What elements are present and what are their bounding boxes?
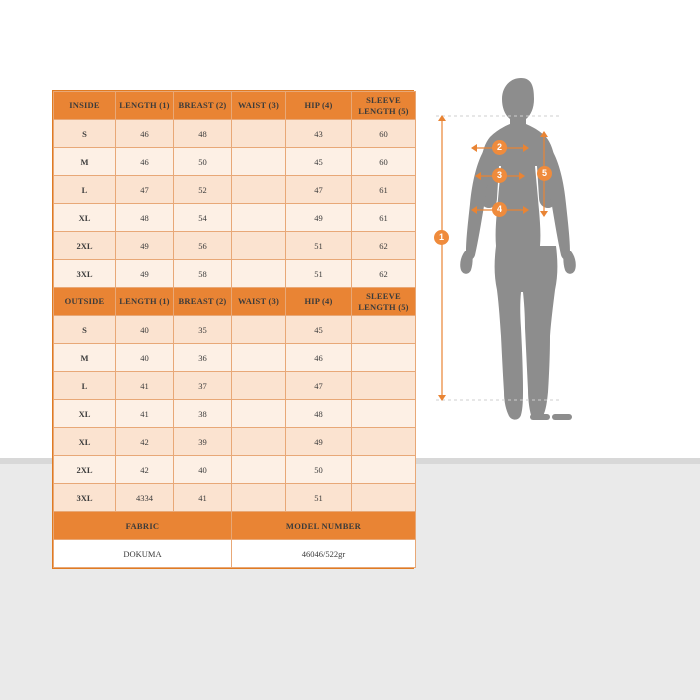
value-cell <box>352 372 416 400</box>
table-row <box>54 232 416 260</box>
value-cell <box>232 204 286 232</box>
value-cell: 45 <box>286 148 352 176</box>
value-cell: 61 <box>352 176 416 204</box>
table-footer-values <box>54 540 416 568</box>
measurement-figure <box>420 70 670 430</box>
value-cell <box>232 148 286 176</box>
header-cell: BREAST (2) <box>174 288 232 316</box>
model-value: 46046/522gr <box>232 540 416 568</box>
table-row <box>54 176 416 204</box>
table-row <box>54 456 416 484</box>
value-cell <box>352 400 416 428</box>
value-cell <box>232 176 286 204</box>
value-cell: 51 <box>286 484 352 512</box>
badge-5-sleeve-length: 5 <box>537 166 552 181</box>
size-cell: 2XL <box>54 232 116 260</box>
size-cell: XL <box>54 204 116 232</box>
table-row <box>54 120 416 148</box>
value-cell: 42 <box>116 456 174 484</box>
header-cell: SLEEVE LENGTH (5) <box>352 288 416 316</box>
badge-3-waist: 3 <box>492 168 507 183</box>
value-cell <box>352 456 416 484</box>
header-cell: LENGTH (1) <box>116 288 174 316</box>
value-cell: 61 <box>352 204 416 232</box>
header-cell: HIP (4) <box>286 92 352 120</box>
value-cell: 47 <box>116 176 174 204</box>
value-cell <box>232 456 286 484</box>
value-cell <box>232 260 286 288</box>
value-cell: 43 <box>286 120 352 148</box>
badge-2-breast: 2 <box>492 140 507 155</box>
table-row <box>54 428 416 456</box>
value-cell: 36 <box>174 344 232 372</box>
header-cell: WAIST (3) <box>232 92 286 120</box>
table-row <box>54 400 416 428</box>
model-label: MODEL NUMBER <box>232 512 416 540</box>
table-row <box>54 316 416 344</box>
size-table <box>53 91 416 568</box>
value-cell: 41 <box>116 372 174 400</box>
table-row <box>54 260 416 288</box>
value-cell <box>232 400 286 428</box>
table-row <box>54 148 416 176</box>
value-cell <box>232 428 286 456</box>
value-cell <box>232 484 286 512</box>
value-cell: 40 <box>174 456 232 484</box>
value-cell <box>352 484 416 512</box>
size-cell: L <box>54 372 116 400</box>
value-cell: 39 <box>174 428 232 456</box>
value-cell: 41 <box>174 484 232 512</box>
fabric-value: DOKUMA <box>54 540 232 568</box>
size-cell: 3XL <box>54 260 116 288</box>
value-cell: 40 <box>116 344 174 372</box>
value-cell <box>232 372 286 400</box>
value-cell <box>352 316 416 344</box>
value-cell: 62 <box>352 260 416 288</box>
value-cell: 62 <box>352 232 416 260</box>
header-cell: BREAST (2) <box>174 92 232 120</box>
size-cell: 2XL <box>54 456 116 484</box>
value-cell: 51 <box>286 260 352 288</box>
value-cell: 47 <box>286 372 352 400</box>
table-row <box>54 372 416 400</box>
header-cell: OUTSIDE <box>54 288 116 316</box>
value-cell: 48 <box>116 204 174 232</box>
table-footer-header <box>54 512 416 540</box>
header-cell: WAIST (3) <box>232 288 286 316</box>
value-cell: 42 <box>116 428 174 456</box>
value-cell: 60 <box>352 120 416 148</box>
table-row <box>54 204 416 232</box>
value-cell <box>352 344 416 372</box>
value-cell: 38 <box>174 400 232 428</box>
value-cell: 48 <box>286 400 352 428</box>
fabric-label: FABRIC <box>54 512 232 540</box>
badge-1-length: 1 <box>434 230 449 245</box>
size-cell: S <box>54 316 116 344</box>
value-cell <box>232 120 286 148</box>
size-cell: M <box>54 148 116 176</box>
value-cell: 40 <box>116 316 174 344</box>
value-cell: 49 <box>116 260 174 288</box>
table-header-inside <box>54 92 416 120</box>
value-cell: 60 <box>352 148 416 176</box>
header-cell: INSIDE <box>54 92 116 120</box>
table-row <box>54 344 416 372</box>
size-cell: XL <box>54 428 116 456</box>
value-cell: 50 <box>174 148 232 176</box>
value-cell: 4334 <box>116 484 174 512</box>
value-cell <box>232 232 286 260</box>
size-cell: M <box>54 344 116 372</box>
table-header-outside <box>54 288 416 316</box>
value-cell <box>232 344 286 372</box>
size-cell: 3XL <box>54 484 116 512</box>
value-cell: 48 <box>174 120 232 148</box>
header-cell: HIP (4) <box>286 288 352 316</box>
female-silhouette-diagram <box>420 70 670 430</box>
value-cell: 35 <box>174 316 232 344</box>
header-cell: SLEEVE LENGTH (5) <box>352 92 416 120</box>
size-cell: XL <box>54 400 116 428</box>
value-cell: 58 <box>174 260 232 288</box>
value-cell: 49 <box>286 428 352 456</box>
value-cell: 46 <box>116 148 174 176</box>
value-cell: 51 <box>286 232 352 260</box>
value-cell: 41 <box>116 400 174 428</box>
header-cell: LENGTH (1) <box>116 92 174 120</box>
value-cell: 50 <box>286 456 352 484</box>
value-cell <box>352 428 416 456</box>
value-cell: 46 <box>286 344 352 372</box>
value-cell: 56 <box>174 232 232 260</box>
value-cell <box>232 316 286 344</box>
size-cell: S <box>54 120 116 148</box>
value-cell: 54 <box>174 204 232 232</box>
size-table-container <box>52 90 414 569</box>
value-cell: 37 <box>174 372 232 400</box>
silhouette-body <box>460 78 576 420</box>
value-cell: 49 <box>116 232 174 260</box>
value-cell: 49 <box>286 204 352 232</box>
value-cell: 47 <box>286 176 352 204</box>
size-cell: L <box>54 176 116 204</box>
badge-4-hip: 4 <box>492 202 507 217</box>
value-cell: 52 <box>174 176 232 204</box>
value-cell: 45 <box>286 316 352 344</box>
table-row <box>54 484 416 512</box>
value-cell: 46 <box>116 120 174 148</box>
